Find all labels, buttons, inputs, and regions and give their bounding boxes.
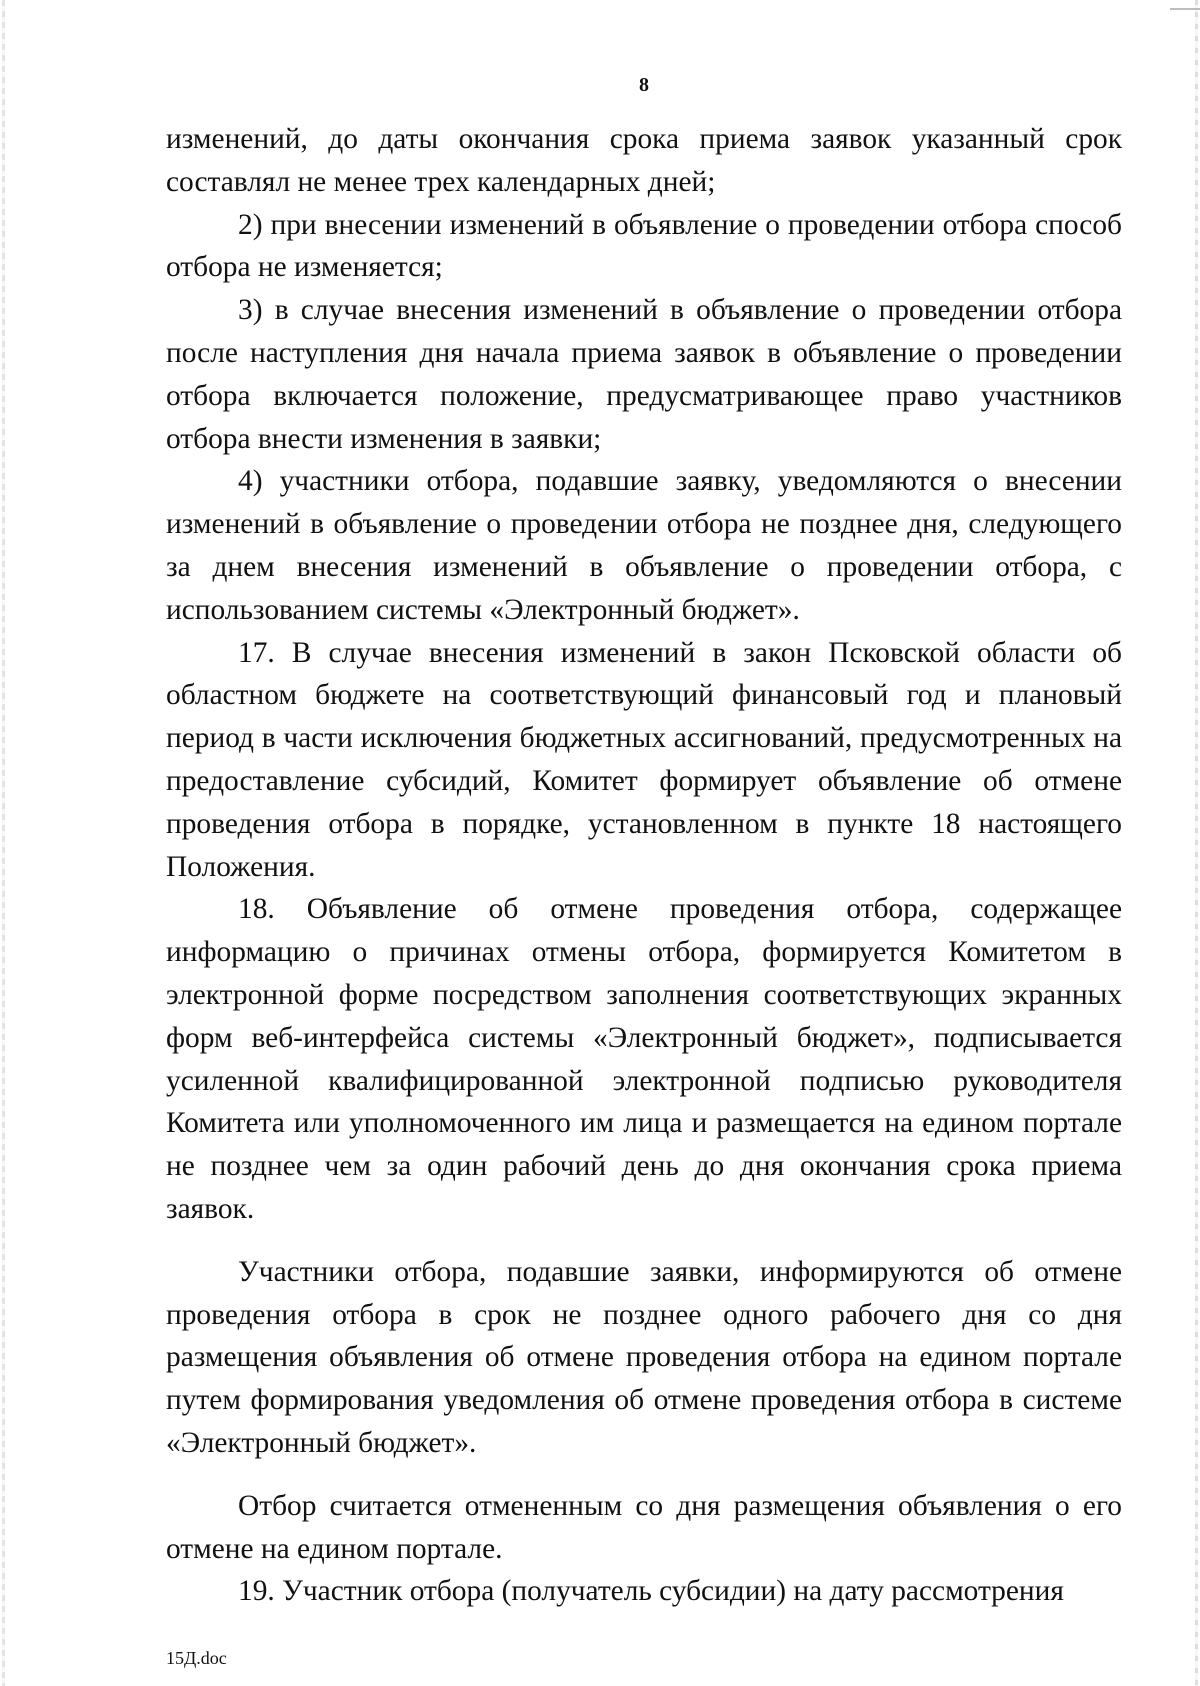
scan-corner-mark [1170, 8, 1200, 10]
paragraph-continuation: изменений, до даты окончания срока приема заявок указанный срок составлял не менее трех календарных дней; [166, 123, 1122, 198]
paragraph-clause-19: 19. Участник отбора (получатель субсидии) на дату рассмотрения [238, 1575, 1064, 1608]
paragraph-item-3: 3) в случае внесения изменений в объявление о проведении отбора после наступления дня начала приема заявок в объявление о проведении отбора включается положение, предусматривающее право участников отбора внести изменения в заявки; [166, 294, 1122, 455]
paragraph-item-4: 4) участники отбора, подавшие заявку, уведомляются о внесении изменений в объявление о проведении отбора не позднее дня, следующего за днем внесения изменений в объявление о проведении отбора, с использованием системы «Электронный бюджет». [166, 465, 1122, 626]
paragraph-selection-cancelled: Отбор считается отмененным со дня размещения объявления о его отмене на едином портале. [166, 1489, 1122, 1565]
paragraph-clause-17: 17. В случае внесения изменений в закон Псковской области об областном бюджете на соответствующий финансовый год и плановый период в части исключения бюджетных ассигнований, предусмотренных на предоставление субсидий, Комитет формирует объявление об отмене проведения отбора в порядке, установленном в пункте 18 настоящего Положения. [166, 636, 1122, 883]
paragraph-clause-18: 18. Объявление об отмене проведения отбора, содержащее информацию о причинах отмены отбора, формируется Комитетом в электронной форме посредством заполнения соответствующих экранных форм веб-интерфейса системы «Электронный бюджет», подписывается усиленной квалифицированной электронной подписью руководителя Комитета или уполномоченного им лица и размещается на едином портале не позднее чем за один рабочий день до дня окончания срока приема заявок. [166, 893, 1122, 1225]
document-body [166, 118, 1122, 1613]
scan-edge-right [1195, 0, 1198, 1686]
paragraph-item-2: 2) при внесении изменений в объявление о проведении отбора способ отбора не изменяется; [166, 208, 1122, 284]
page-number: 8 [639, 74, 649, 96]
paragraph-participants-informed: Участники отбора, подавшие заявки, информируются об отмене проведения отбора в срок не позднее одного рабочего дня со дня размещения объявления об отмене проведения отбора на едином портале путем формирования уведомления об отмене проведения отбора в системе «Электронный бюджет». [166, 1255, 1122, 1459]
footer-file-name: 15Д.doc [166, 1648, 227, 1668]
scan-edge-left [2, 0, 5, 1686]
